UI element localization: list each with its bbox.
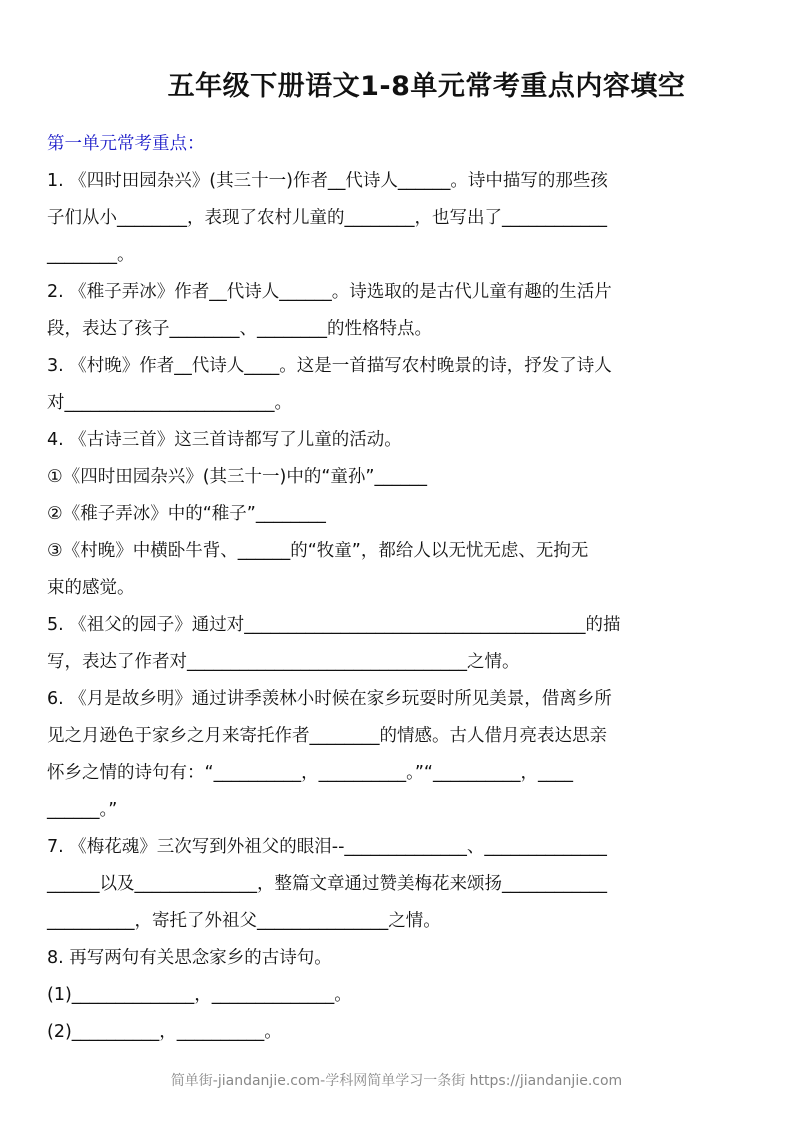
text-line: 3. 《村晚》作者__代诗人____。这是一首描写农村晚景的诗，抒发了诗人 <box>47 356 612 376</box>
text-line: ______以及______________，整篇文章通过赞美梅花来颂扬____________ <box>47 874 607 894</box>
text-line: 对________________________。 <box>47 393 292 413</box>
text-line: 6. 《月是故乡明》通过讲季羡林小时候在家乡玩耍时所见美景，借离乡所 <box>47 689 612 709</box>
text-line: 5. 《祖父的园子》通过对_______________________________________的描 <box>47 615 621 635</box>
text-line: ______。” <box>47 800 118 820</box>
footer-watermark: 简单街-jiandanjie.com-学科网简单学习一条街 https://jiandanjie.com <box>170 1073 623 1089</box>
text-line: 写，表达了作者对________________________________之情。 <box>47 652 520 672</box>
text-line: 子们从小________，表现了农村儿童的________，也写出了____________ <box>47 208 607 228</box>
text-line: 见之月逊色于家乡之月来寄托作者________的情感。古人借月亮表达思亲 <box>47 726 607 746</box>
text-line: 4. 《古诗三首》这三首诗都写了儿童的活动。 <box>47 430 402 450</box>
text-line: ③《村晚》中横卧牛背、______的“牧童”，都给人以无忧无虑、无拘无 <box>47 541 589 561</box>
worksheet-body <box>47 126 747 1051</box>
text-line: __________，寄托了外祖父_______________之情。 <box>47 911 441 931</box>
text-line: 7. 《梅花魂》三次写到外祖父的眼泪--______________、______________ <box>47 837 607 857</box>
text-line: (2)__________，__________。 <box>47 1022 282 1042</box>
text-line: ②《稚子弄冰》中的“稚子”________ <box>47 504 326 524</box>
page-title: 五年级下册语文1-8单元常考重点内容填空 <box>167 71 686 102</box>
text-line: 束的感觉。 <box>47 578 135 598</box>
text-line: 怀乡之情的诗句有：“__________，__________。”“__________，____ <box>47 763 573 783</box>
text-line: 8. 再写两句有关思念家乡的古诗句。 <box>47 948 332 968</box>
section-heading: 第一单元常考重点： <box>47 134 205 154</box>
text-line: 2. 《稚子弄冰》作者__代诗人______。诗选取的是古代儿童有趣的生活片 <box>47 282 612 302</box>
text-line: 段，表达了孩子________、________的性格特点。 <box>47 319 432 339</box>
text-line: ________。 <box>47 245 135 265</box>
text-line: (1)______________，______________。 <box>47 985 352 1005</box>
text-line: ①《四时田园杂兴》(其三十一)中的“童孙”______ <box>47 467 427 487</box>
text-line: 1. 《四时田园杂兴》(其三十一)作者__代诗人______。诗中描写的那些孩 <box>47 171 608 191</box>
